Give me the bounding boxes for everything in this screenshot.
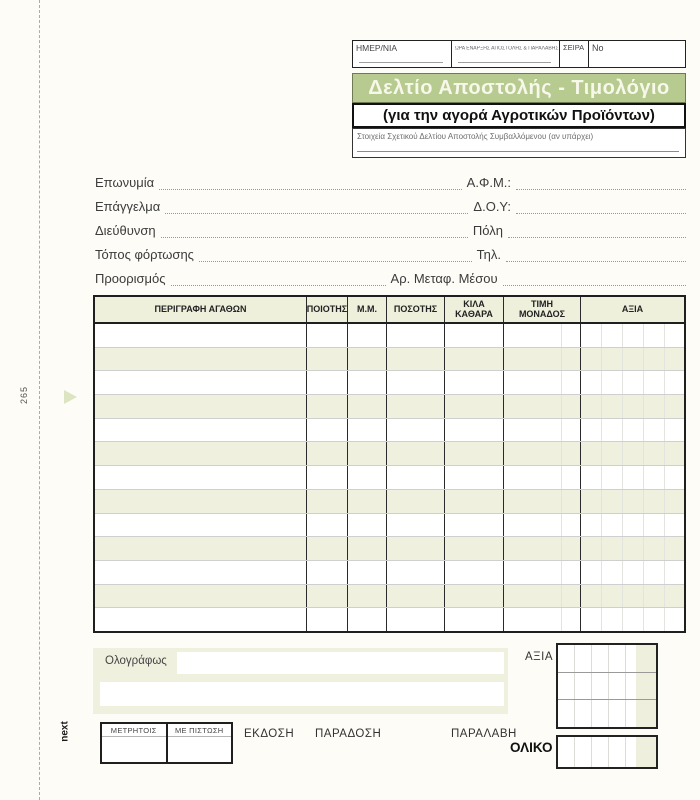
col-header-unit: Μ.Μ. [347, 297, 386, 322]
table-row [95, 514, 684, 538]
header-meta-box [352, 40, 686, 68]
table-cell[interactable] [306, 514, 347, 537]
series-label: ΣΕΙΡΑ [563, 43, 585, 52]
company-name-label: Επωνυμία [95, 175, 155, 190]
dispatch-time-field[interactable] [451, 41, 559, 67]
table-cell[interactable] [580, 561, 684, 584]
profession-fill-line[interactable] [165, 210, 468, 214]
table-cell[interactable] [444, 442, 503, 465]
amount-in-words-fill-line-2[interactable] [100, 682, 504, 706]
table-cell[interactable] [580, 324, 684, 347]
payment-cash-cell[interactable] [102, 724, 166, 762]
brand-next-label: next [59, 721, 71, 742]
table-cell[interactable] [386, 466, 444, 489]
table-cell[interactable] [306, 324, 347, 347]
table-cell[interactable] [386, 514, 444, 537]
table-cell[interactable] [580, 490, 684, 513]
col-header-description: ΠΕΡΙΓΡΑΦΗ ΑΓΑΘΩΝ [154, 303, 247, 314]
table-cell[interactable] [95, 585, 306, 608]
table-cell[interactable] [386, 608, 444, 631]
table-cell[interactable] [95, 371, 306, 394]
field-row-address-city [95, 214, 686, 238]
table-cell[interactable] [95, 537, 306, 560]
table-cell[interactable] [306, 466, 347, 489]
table-cell[interactable] [444, 561, 503, 584]
table-cell[interactable] [444, 419, 503, 442]
vehicle-number-label: Αρ. Μεταφ. Μέσου [390, 271, 498, 286]
address-fill-line[interactable] [161, 234, 468, 238]
table-cell[interactable] [347, 561, 386, 584]
table-cell[interactable] [444, 490, 503, 513]
table-cell[interactable] [580, 514, 684, 537]
items-table-body [95, 324, 684, 631]
table-cell[interactable] [386, 537, 444, 560]
table-row [95, 585, 684, 609]
series-field[interactable] [559, 41, 588, 67]
date-field[interactable] [353, 41, 451, 67]
field-row-profession-doy [95, 190, 686, 214]
grand-total-box[interactable] [556, 735, 658, 769]
table-cell[interactable] [347, 537, 386, 560]
table-cell[interactable] [444, 348, 503, 371]
payment-cash-label: ΜΕΤΡΗΤΟΙΣ [102, 724, 166, 737]
amount-in-words-band [93, 648, 508, 714]
table-cell[interactable] [306, 561, 347, 584]
value-total-label: ΑΞΙΑ [525, 651, 554, 663]
table-cell[interactable] [306, 585, 347, 608]
table-cell[interactable] [95, 395, 306, 418]
table-cell[interactable] [580, 348, 684, 371]
table-row [95, 324, 684, 348]
table-cell[interactable] [444, 608, 503, 631]
table-cell[interactable] [444, 514, 503, 537]
col-header-quantity: ΠΟΣΟΤΗΣ [386, 297, 444, 322]
table-cell[interactable] [503, 442, 580, 465]
doy-label: Δ.Ο.Υ: [473, 199, 511, 214]
afm-label: Α.Φ.Μ.: [466, 175, 511, 190]
destination-label: Προορισμός [95, 271, 166, 286]
document-number-field[interactable] [588, 41, 685, 67]
table-row [95, 466, 684, 490]
table-cell[interactable] [580, 537, 684, 560]
dispatch-time-label: ΩΡΑ ΕΝΑΡΞΗΣ ΑΠΟΣΤΟΛΗΣ & ΠΑΡΑΛΑΒΗΣ [455, 46, 559, 52]
table-cell[interactable] [95, 442, 306, 465]
table-cell[interactable] [580, 371, 684, 394]
payment-credit-label: ΜΕ ΠΙΣΤΩΣΗ [168, 724, 232, 737]
document-number-label: No [592, 43, 604, 53]
loading-place-label: Τόπος φόρτωσης [95, 247, 194, 262]
table-cell[interactable] [386, 371, 444, 394]
receipt-signature-label: ΠΑΡΑΛΑΒΗ [451, 728, 517, 740]
table-cell[interactable] [386, 442, 444, 465]
table-cell[interactable] [347, 395, 386, 418]
col-header-unit-price: ΤΙΜΗ ΜΟΝΑΔΟΣ [503, 297, 580, 322]
form-subtitle: (για την αγορά Αγροτικών Προϊόντων) [352, 103, 686, 128]
table-cell[interactable] [95, 419, 306, 442]
table-cell[interactable] [386, 490, 444, 513]
value-box-divider [558, 672, 656, 673]
table-cell[interactable] [95, 348, 306, 371]
col-header-quality: ΠΟΙΟΤΗΣ [306, 297, 347, 322]
amount-in-words-label: Ολογράφως [105, 655, 167, 667]
table-cell[interactable] [444, 371, 503, 394]
phone-label: Τηλ. [476, 247, 501, 262]
value-total-box[interactable] [556, 643, 658, 729]
table-cell[interactable] [580, 442, 684, 465]
afm-fill-line[interactable] [516, 186, 686, 190]
table-cell[interactable] [503, 324, 580, 347]
table-cell[interactable] [503, 585, 580, 608]
table-cell[interactable] [347, 490, 386, 513]
row-marker-triangle-icon [64, 390, 77, 404]
table-cell[interactable] [95, 561, 306, 584]
issue-signature-label: ΕΚΔΟΣΗ [244, 728, 295, 740]
date-fill-line[interactable] [359, 62, 443, 63]
delivery-signature-label: ΠΑΡΑΔΟΣΗ [315, 728, 382, 740]
table-cell[interactable] [306, 537, 347, 560]
table-cell[interactable] [503, 561, 580, 584]
doy-fill-line[interactable] [516, 210, 686, 214]
date-label: ΗΜΕΡ/ΝΙΑ [356, 43, 398, 53]
table-cell[interactable] [580, 585, 684, 608]
table-cell[interactable] [95, 324, 306, 347]
table-row [95, 442, 684, 466]
perforation-dashed-line [39, 0, 40, 800]
table-cell[interactable] [347, 442, 386, 465]
amount-in-words-fill-line-1[interactable] [177, 652, 504, 674]
table-row [95, 348, 684, 372]
table-cell[interactable] [503, 371, 580, 394]
profession-label: Επάγγελμα [95, 199, 161, 214]
grand-total-label: ΟΛΙΚΟ [510, 740, 553, 755]
related-delivery-note-label: Στοιχεία Σχετικού Δελτίου Αποστολής Συμβαλλόμενου (αν υπάρχει) [357, 132, 594, 141]
destination-fill-line[interactable] [171, 282, 386, 286]
table-cell[interactable] [503, 514, 580, 537]
table-cell[interactable] [580, 419, 684, 442]
table-cell[interactable] [95, 490, 306, 513]
table-cell[interactable] [347, 324, 386, 347]
table-cell[interactable] [347, 371, 386, 394]
table-cell[interactable] [503, 348, 580, 371]
table-cell[interactable] [386, 395, 444, 418]
table-cell[interactable] [386, 419, 444, 442]
value-box-divider [558, 699, 656, 700]
field-row-loading-place-phone [95, 238, 686, 262]
table-cell[interactable] [347, 585, 386, 608]
table-cell[interactable] [444, 585, 503, 608]
table-row [95, 419, 684, 443]
table-cell[interactable] [580, 466, 684, 489]
company-name-fill-line[interactable] [159, 186, 462, 190]
address-label: Διεύθυνση [95, 223, 156, 238]
field-row-name-afm [95, 166, 686, 190]
table-cell[interactable] [95, 514, 306, 537]
table-cell[interactable] [347, 466, 386, 489]
col-header-net-kilos: ΚΙΛΑ ΚΑΘΑΡΑ [444, 297, 503, 322]
city-fill-line[interactable] [508, 234, 686, 238]
table-cell[interactable] [503, 419, 580, 442]
table-row [95, 490, 684, 514]
phone-fill-line[interactable] [506, 258, 686, 262]
table-row [95, 395, 684, 419]
items-table-header [95, 297, 684, 324]
table-cell[interactable] [503, 395, 580, 418]
table-cell[interactable] [306, 608, 347, 631]
payment-method-box [100, 722, 233, 764]
loading-place-fill-line[interactable] [199, 258, 472, 262]
table-cell[interactable] [306, 490, 347, 513]
page-side-number: 265 [19, 385, 29, 405]
table-cell[interactable] [347, 348, 386, 371]
party-fields-section [95, 166, 686, 286]
field-row-destination-vehicle [95, 262, 686, 286]
table-cell[interactable] [503, 537, 580, 560]
table-row [95, 608, 684, 631]
table-cell[interactable] [503, 608, 580, 631]
col-header-value: ΑΞΙΑ [580, 297, 684, 322]
table-cell[interactable] [386, 348, 444, 371]
table-cell[interactable] [347, 514, 386, 537]
table-cell[interactable] [306, 442, 347, 465]
table-cell[interactable] [386, 585, 444, 608]
table-row [95, 561, 684, 585]
table-cell[interactable] [95, 466, 306, 489]
payment-credit-cell[interactable] [166, 724, 232, 762]
table-cell[interactable] [580, 395, 684, 418]
table-row [95, 537, 684, 561]
table-cell[interactable] [444, 324, 503, 347]
city-label: Πόλη [472, 223, 503, 238]
table-cell[interactable] [347, 419, 386, 442]
vehicle-number-fill-line[interactable] [503, 282, 686, 286]
table-cell[interactable] [306, 371, 347, 394]
related-delivery-note-fill-line[interactable] [357, 151, 679, 152]
table-cell[interactable] [503, 490, 580, 513]
table-cell[interactable] [580, 608, 684, 631]
table-cell[interactable] [444, 466, 503, 489]
table-row [95, 371, 684, 395]
table-cell[interactable] [386, 561, 444, 584]
related-delivery-note-box[interactable] [352, 128, 686, 158]
table-cell[interactable] [386, 324, 444, 347]
table-cell[interactable] [444, 395, 503, 418]
form-title-banner: Δελτίο Αποστολής - Τιμολόγιο [352, 73, 686, 103]
dispatch-time-fill-line[interactable] [458, 62, 551, 63]
items-table [93, 295, 686, 633]
table-cell[interactable] [306, 395, 347, 418]
table-cell[interactable] [503, 466, 580, 489]
table-cell[interactable] [444, 537, 503, 560]
table-cell[interactable] [95, 608, 306, 631]
table-cell[interactable] [306, 348, 347, 371]
table-cell[interactable] [306, 419, 347, 442]
table-cell[interactable] [347, 608, 386, 631]
